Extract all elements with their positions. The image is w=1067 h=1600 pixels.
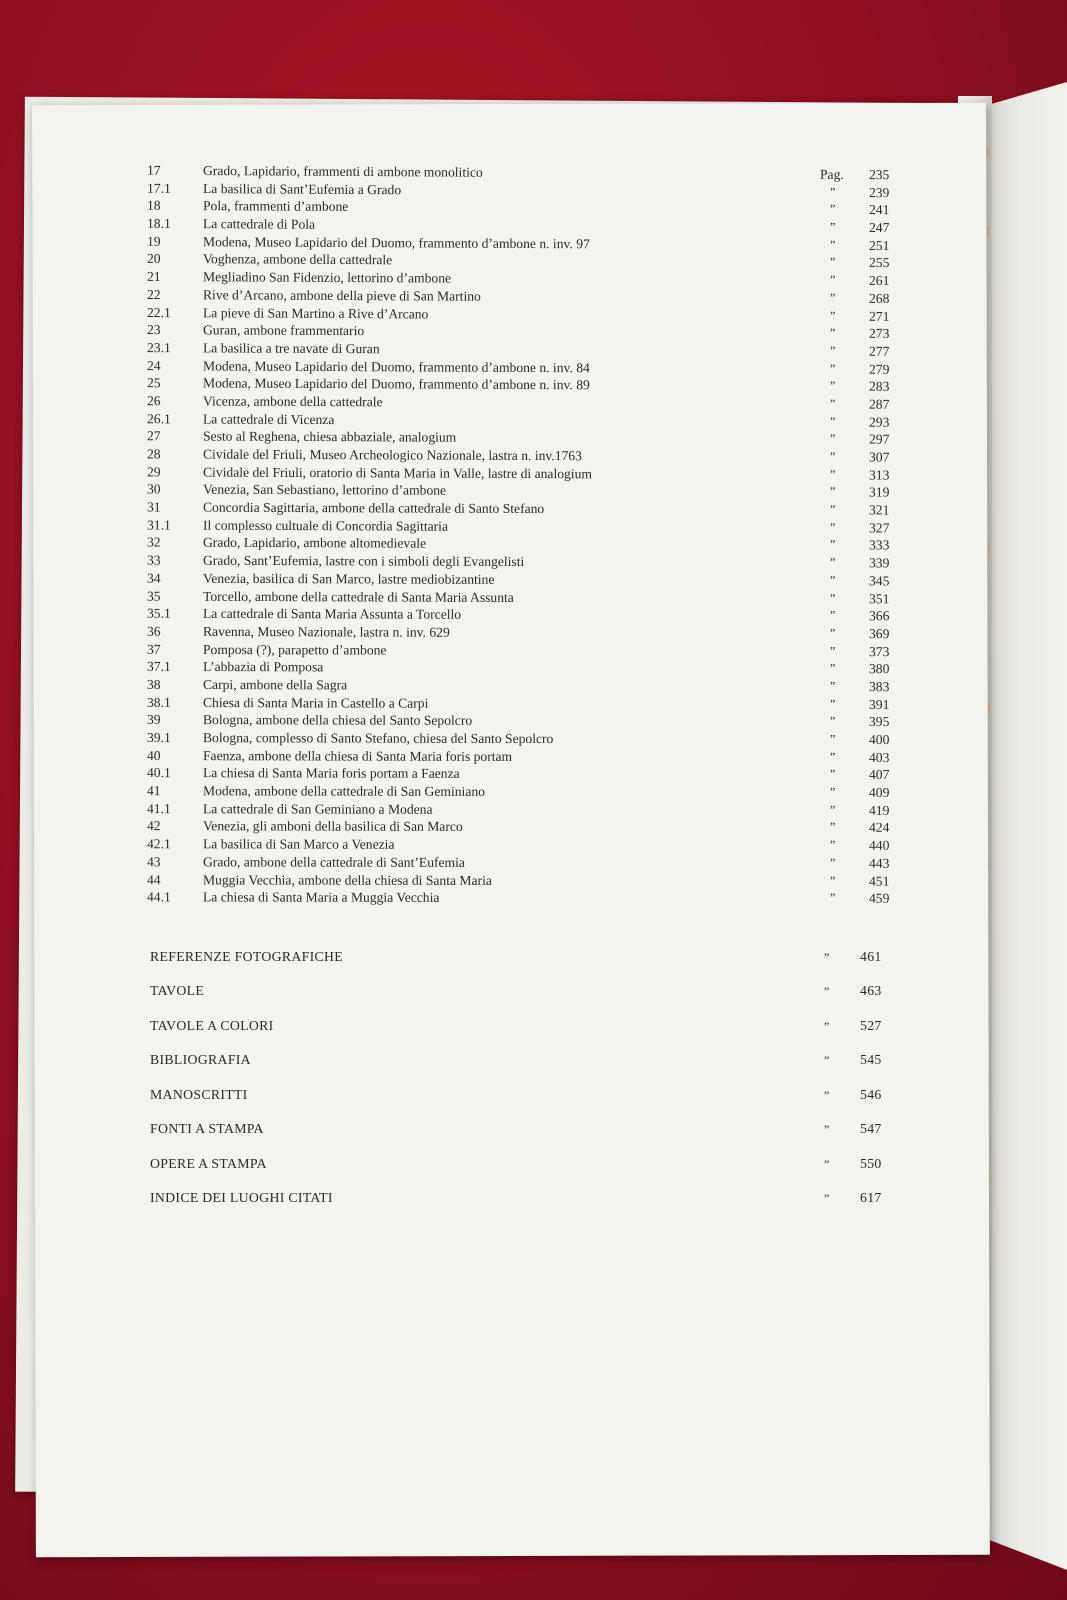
entry-number: 21 — [146, 269, 161, 285]
entry-number: 39 — [146, 712, 161, 728]
entry-page-number: 345 — [868, 573, 890, 589]
ditto-mark: ” — [829, 767, 836, 782]
entry-title: Modena, ambone della cattedrale di San Geminiano — [202, 783, 486, 799]
ditto-mark: ” — [824, 984, 830, 999]
toc-section — [147, 947, 907, 982]
entry-page-number: 424 — [868, 820, 890, 836]
toc-section — [147, 1154, 907, 1189]
toc-section — [147, 981, 907, 1016]
entry-page-number: 333 — [868, 537, 890, 553]
entry-number: 28 — [146, 446, 161, 462]
ditto-mark: ” — [829, 537, 836, 552]
entry-page-number: 327 — [868, 520, 890, 536]
section-title: BIBLIOGRAFIA — [150, 1052, 251, 1068]
entry-title: Chiesa di Santa Maria in Castello a Carpi — [202, 694, 429, 711]
section-title: TAVOLE — [150, 983, 205, 999]
entry-number: 44.1 — [146, 889, 171, 905]
ditto-mark: ” — [824, 1087, 830, 1102]
toc-entry — [147, 764, 907, 784]
ditto-mark: ” — [829, 361, 836, 376]
entry-number: 30 — [146, 481, 161, 497]
entry-title: Grado, ambone della cattedrale di Sant’Eufemia — [202, 854, 465, 870]
entry-title: La pieve di San Martino a Rive d’Arcano — [202, 304, 429, 321]
entry-number: 25 — [146, 375, 161, 391]
entry-title: Modena, Museo Lapidario del Duomo, frammento d’ambone n. inv. 84 — [202, 357, 590, 375]
ditto-mark: ” — [829, 873, 836, 888]
entry-number: 41 — [146, 783, 161, 799]
entry-page-number: 255 — [868, 255, 890, 271]
ditto-mark: ” — [829, 396, 836, 411]
entry-page-number: 235 — [868, 167, 890, 183]
entry-title: Pomposa (?), parapetto d’ambone — [202, 641, 387, 658]
entry-title: La basilica di Sant’Eufemia a Grado — [202, 180, 402, 197]
ditto-mark: ” — [829, 414, 836, 429]
entry-number: 18 — [146, 198, 161, 214]
section-page-number: 527 — [860, 1017, 882, 1033]
entry-number: 36 — [146, 623, 161, 639]
ditto-mark: ” — [829, 820, 836, 835]
entry-number: 40.1 — [146, 765, 171, 781]
entry-number: 26.1 — [146, 410, 171, 426]
entry-title: Bologna, complesso di Santo Stefano, chiesa del Santo Sepolcro — [202, 730, 554, 747]
toc-entry — [147, 676, 907, 696]
ditto-mark: ” — [824, 1018, 830, 1033]
ditto-mark: ” — [829, 519, 836, 534]
entry-title: Megliadino San Fidenzio, lettorino d’ambone — [202, 269, 452, 286]
section-title: TAVOLE A COLORI — [150, 1017, 274, 1033]
ditto-mark: ” — [829, 555, 836, 570]
entry-page-number: 241 — [868, 202, 890, 218]
entry-number: 37 — [146, 641, 161, 657]
ditto-mark: ” — [829, 202, 836, 217]
ditto-mark: ” — [829, 749, 836, 764]
toc-entry — [147, 711, 907, 731]
entry-page-number: 239 — [868, 184, 890, 200]
entry-title: La cattedrale di San Geminiano a Modena — [202, 800, 433, 817]
entry-number: 31.1 — [146, 517, 171, 533]
section-page-number: 546 — [860, 1086, 882, 1102]
toc-section — [147, 1050, 907, 1085]
section-page-number: 545 — [860, 1052, 882, 1068]
ditto-mark: ” — [829, 678, 836, 693]
entry-page-number: 319 — [868, 484, 890, 500]
entry-page-number: 419 — [868, 802, 890, 818]
entry-title: Grado, Lapidario, frammenti di ambone monolitico — [202, 163, 483, 180]
entry-number: 23.1 — [146, 339, 171, 356]
toc-section — [147, 1085, 907, 1120]
ditto-mark: ” — [829, 255, 836, 270]
ditto-mark: ” — [829, 343, 836, 358]
ditto-mark: ” — [829, 431, 836, 446]
entry-title: Muggia Vecchia, ambone della chiesa di Santa Maria — [202, 871, 492, 888]
entry-page-number: 403 — [868, 749, 890, 765]
entry-number: 32 — [146, 534, 161, 551]
ditto-mark: ” — [829, 731, 836, 746]
ditto-mark: ” — [829, 308, 836, 323]
toc-section — [147, 1188, 907, 1223]
entry-title: Concordia Sagittaria, ambone della cattedrale di Santo Stefano — [202, 499, 545, 517]
entry-title: Grado, Sant’Eufemia, lastre con i simboli degli Evangelisti — [202, 552, 525, 570]
entry-title: Modena, Museo Lapidario del Duomo, frammento d’ambone n. inv. 97 — [202, 233, 590, 252]
entry-number: 22 — [146, 286, 161, 302]
ditto-mark: ” — [829, 484, 836, 499]
entry-page-number: 351 — [868, 590, 890, 606]
toc-entry — [147, 729, 907, 749]
section-title: FONTI A STAMPA — [150, 1121, 264, 1137]
entry-title: Il complesso cultuale di Concordia Sagittaria — [202, 517, 449, 534]
entry-title: La cattedrale di Vicenza — [202, 411, 335, 427]
ditto-mark: ” — [829, 572, 836, 587]
entry-title: Guran, ambone frammentario — [202, 322, 365, 339]
entry-title: Modena, Museo Lapidario del Duomo, frammento d’ambone n. inv. 89 — [202, 375, 590, 393]
toc-section — [147, 1119, 907, 1154]
toc-entry — [147, 835, 907, 854]
entry-page-number: 380 — [868, 661, 890, 677]
ditto-mark: ” — [829, 466, 836, 482]
toc-section — [147, 1016, 907, 1051]
entry-page-number: 307 — [868, 449, 890, 465]
entry-page-number: 443 — [868, 855, 890, 871]
entry-page-number: 297 — [868, 431, 890, 447]
toc-entry — [147, 871, 907, 890]
ditto-mark: ” — [829, 714, 836, 729]
ditto-mark: ” — [829, 661, 836, 676]
entry-number: 39.1 — [146, 729, 171, 746]
entry-number: 35.1 — [146, 605, 171, 621]
toc-sections — [147, 947, 907, 1223]
entry-title: La basilica di San Marco a Venezia — [202, 836, 395, 852]
entry-number: 17.1 — [146, 180, 171, 196]
entry-title: Pola, frammenti d’ambone — [202, 198, 349, 215]
ditto-mark: ” — [824, 1122, 830, 1137]
entry-number: 33 — [146, 552, 161, 568]
entry-number: 26 — [146, 393, 161, 409]
toc-entries — [147, 164, 907, 907]
ditto-mark: ” — [824, 1191, 830, 1206]
entry-page-number: 339 — [868, 555, 890, 571]
ditto-mark: ” — [829, 325, 836, 340]
entry-title: Carpi, ambone della Sagra — [202, 676, 348, 693]
ditto-mark: ” — [829, 184, 836, 199]
entry-number: 29 — [146, 464, 161, 480]
entry-title: Vicenza, ambone della cattedrale — [202, 393, 383, 410]
entry-number: 42 — [146, 818, 161, 834]
entry-title: Venezia, basilica di San Marco, lastre mediobizantine — [202, 570, 495, 587]
facing-page — [990, 82, 1067, 1570]
ditto-mark: ” — [829, 784, 836, 799]
entry-page-number: 391 — [868, 696, 890, 712]
entry-page-number: 383 — [868, 678, 890, 695]
entry-page-number: 283 — [868, 378, 890, 395]
ditto-mark: ” — [824, 949, 830, 964]
toc-entry — [147, 569, 907, 589]
toc-entry — [147, 853, 907, 872]
section-page-number: 463 — [860, 983, 882, 999]
ditto-mark: ” — [829, 290, 836, 305]
entry-title: Sesto al Reghena, chiesa abbaziale, analogium — [202, 428, 457, 445]
entry-number: 22.1 — [146, 304, 171, 320]
entry-page-number: 400 — [868, 731, 890, 747]
entry-title: Venezia, gli amboni della basilica di San Marco — [202, 818, 463, 835]
entry-number: 35 — [146, 588, 161, 604]
ditto-mark: ” — [829, 237, 836, 252]
toc-entry — [147, 658, 907, 678]
ditto-mark: ” — [829, 608, 836, 623]
section-title: OPERE A STAMPA — [150, 1155, 267, 1171]
ditto-mark: ” — [829, 837, 836, 852]
section-title: MANOSCRITTI — [150, 1086, 248, 1102]
ditto-mark: ” — [829, 378, 836, 393]
entry-number: 18.1 — [146, 215, 171, 231]
section-page-number: 617 — [860, 1190, 882, 1206]
ditto-mark: ” — [829, 890, 836, 905]
entry-number: 40 — [146, 747, 161, 763]
ditto-mark: ” — [824, 1053, 830, 1068]
entry-page-number: 321 — [868, 502, 890, 518]
ditto-mark: ” — [829, 502, 836, 517]
entry-number: 43 — [146, 854, 161, 870]
ditto-mark: ” — [829, 696, 836, 711]
entry-page-number: 409 — [868, 784, 890, 800]
ditto-mark: ” — [829, 802, 836, 817]
entry-number: 20 — [146, 251, 161, 267]
entry-title: La chiesa di Santa Maria foris portam a Faenza — [202, 765, 460, 782]
ditto-mark: ” — [829, 449, 836, 464]
entry-number: 38 — [146, 676, 161, 692]
entry-page-number: 287 — [868, 396, 890, 412]
entry-title: Ravenna, Museo Nazionale, lastra n. inv. 629 — [202, 623, 450, 640]
ditto-mark: ” — [829, 643, 836, 658]
entry-title: L’abbazia di Pomposa — [202, 659, 324, 675]
entry-page-number: 407 — [868, 767, 890, 783]
entry-page-number: 268 — [868, 290, 890, 306]
entry-page-number: 395 — [868, 714, 890, 730]
entry-page-number: 373 — [868, 643, 890, 659]
entry-title: La basilica a tre navate di Guran — [202, 340, 380, 357]
toc-entry — [147, 782, 907, 802]
entry-number: 17 — [146, 162, 161, 178]
entry-number: 34 — [146, 570, 161, 586]
entry-page-number: 247 — [868, 220, 890, 236]
entry-page-number: 279 — [868, 361, 890, 377]
entry-page-number: 366 — [868, 608, 890, 624]
pag-label: Pag. — [819, 166, 844, 182]
entry-title: Faenza, ambone della chiesa di Santa Maria foris portam — [202, 747, 513, 764]
entry-title: Venezia, San Sebastiano, lettorino d’ambone — [202, 482, 447, 499]
entry-title: Rive d’Arcano, ambone della pieve di San Martino — [202, 287, 481, 304]
ditto-mark: ” — [829, 590, 836, 605]
entry-title: La cattedrale di Santa Maria Assunta a Torcello — [202, 606, 462, 622]
toc-entry — [147, 888, 907, 907]
ditto-mark: ” — [829, 625, 836, 640]
ditto-mark: ” — [829, 272, 836, 287]
toc-entry — [147, 818, 907, 837]
entry-page-number: 451 — [868, 873, 890, 889]
table-of-contents — [147, 164, 907, 1223]
entry-title: La cattedrale di Pola — [202, 216, 316, 232]
entry-number: 31 — [146, 499, 161, 515]
section-page-number: 547 — [860, 1121, 882, 1137]
entry-page-number: 277 — [868, 343, 890, 359]
ditto-mark: ” — [824, 1156, 830, 1171]
entry-page-number: 251 — [868, 237, 890, 253]
entry-page-number: 271 — [868, 308, 890, 324]
entry-title: La chiesa di Santa Maria a Muggia Vecchia — [202, 889, 440, 906]
ditto-mark: ” — [829, 219, 836, 234]
toc-entry — [147, 623, 907, 643]
entry-page-number: 273 — [868, 325, 890, 342]
entry-number: 41.1 — [146, 800, 171, 816]
section-page-number: 550 — [860, 1155, 882, 1171]
entry-number: 42.1 — [146, 836, 171, 852]
ditto-mark: ” — [829, 855, 836, 870]
entry-page-number: 261 — [868, 272, 890, 289]
entry-page-number: 293 — [868, 414, 890, 430]
section-title: INDICE DEI LUOGHI CITATI — [150, 1190, 333, 1206]
entry-title: Voghenza, ambone della cattedrale — [202, 251, 393, 268]
entry-page-number: 459 — [868, 890, 890, 906]
entry-number: 24 — [146, 357, 161, 373]
section-title: REFERENZE FOTOGRAFICHE — [150, 948, 343, 964]
entry-number: 23 — [146, 322, 161, 338]
entry-title: Grado, Lapidario, ambone altomedievale — [202, 535, 427, 552]
entry-number: 37.1 — [146, 659, 171, 675]
entry-title: Torcello, ambone della cattedrale di Santa Maria Assunta — [202, 588, 514, 605]
entry-page-number: 440 — [868, 837, 890, 853]
entry-title: Cividale del Friuli, oratorio di Santa Maria in Valle, lastre di analogium — [202, 464, 593, 481]
entry-number: 44 — [146, 871, 161, 887]
entry-number: 27 — [146, 428, 161, 444]
entry-page-number: 313 — [868, 467, 890, 483]
entry-title: Bologna, ambone della chiesa del Santo Sepolcro — [202, 712, 473, 729]
entry-title: Cividale del Friuli, Museo Archeologico Nazionale, lastra n. inv.1763 — [202, 446, 582, 464]
entry-number: 38.1 — [146, 694, 171, 710]
section-page-number: 461 — [860, 948, 882, 964]
entry-page-number: 369 — [868, 626, 890, 642]
entry-number: 19 — [146, 233, 161, 249]
